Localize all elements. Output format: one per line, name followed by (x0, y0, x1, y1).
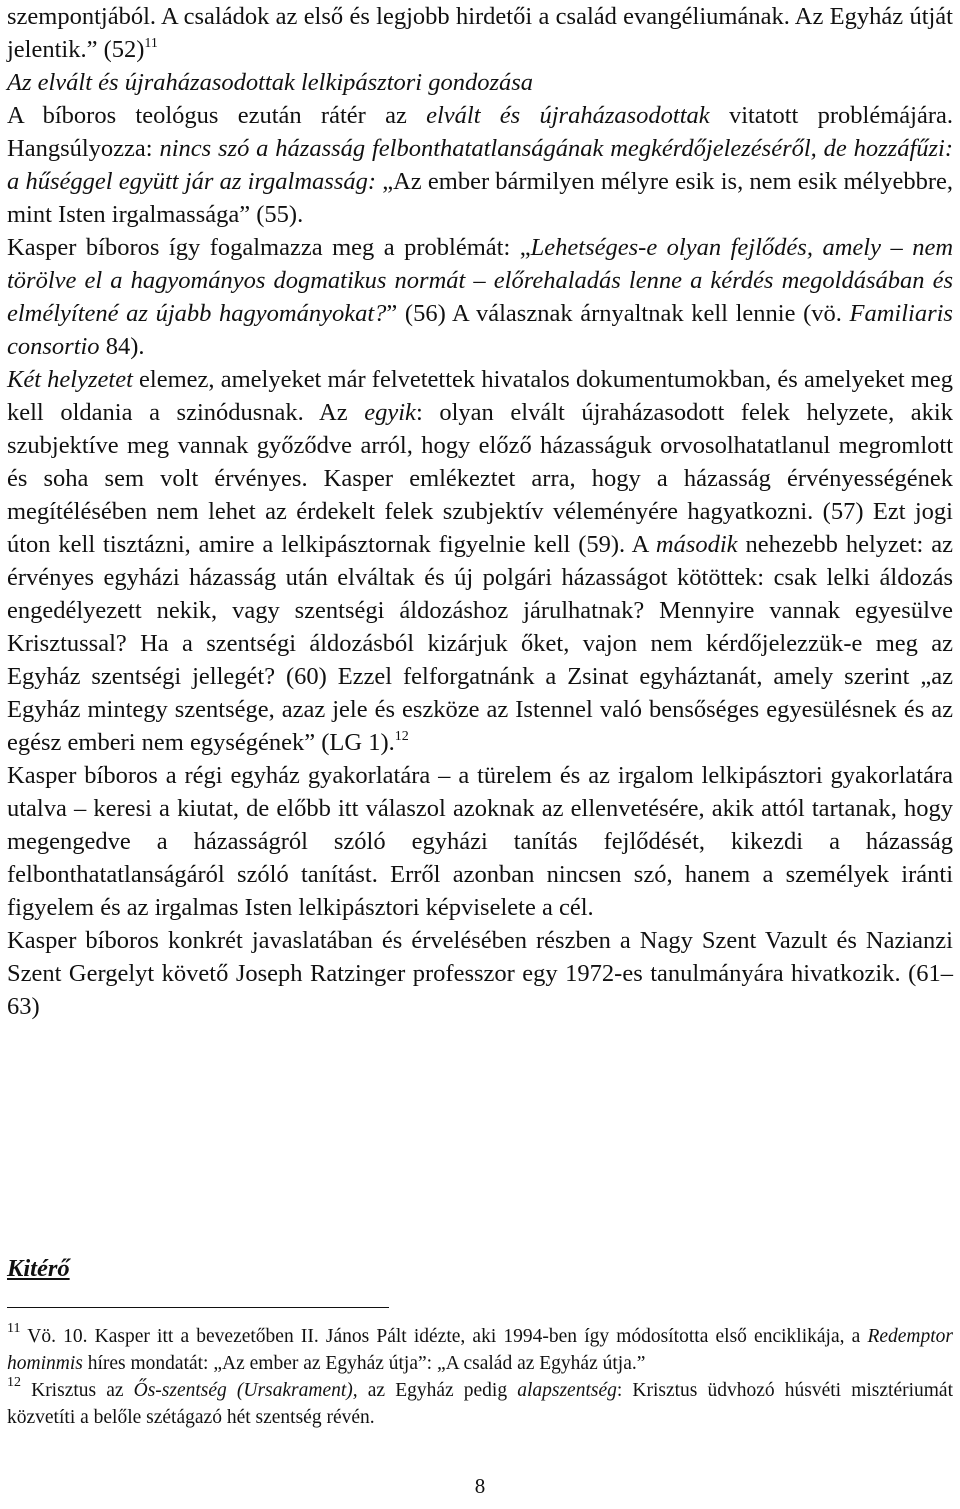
text-run: Krisztus az (21, 1380, 134, 1401)
footnote-number: 12 (7, 1375, 21, 1390)
paragraph-1 (7, 99, 953, 231)
italic-run: Redemptor hominmis (7, 1326, 953, 1374)
text-run: : olyan elvált újraházasodott felek helyzete, akik szubjektíve meg vannak győződve arról, hogy előző házasságuk orvosolhatatlanul megromlott és soha sem volt érvényes. Kasper emlékeztet arra, hogy a házasság érvényességének megítélésében nem lehet az érdekelt felek szubjektív véleményére hagyatkozni. (57) Ezt jogi úton kell tisztázni, amire a lelkipásztornak figyelnie kell (59). A (7, 399, 953, 558)
italic-run: Ős-szentség (Ursakrament), (133, 1380, 358, 1401)
italic-run: nincs szó a házasság felbonthatatlanságának megkérdőjelezéséről, de hozzáfűzi: a hűséggel együtt jár az irgalmasság: (7, 135, 953, 195)
text-run: 84). (99, 333, 145, 360)
italic-run: elvált és újraházasodottak (426, 102, 710, 129)
text-run: elemez, amelyeket már felvetettek hivatalos dokumentumokban, és amelyeket meg kell oldania a szinódusnak. Az (7, 366, 953, 426)
text-run: A bíboros teológus ezután rátér az (7, 102, 427, 129)
footnote-12 (7, 1377, 953, 1431)
paragraph-2 (7, 231, 953, 363)
italic-run: második (655, 531, 738, 558)
paragraph-5: Kasper bíboros konkrét javaslatában és érvelésében részben a Nagy Szent Vazult és Nazianzi Szent Gergelyt követő Joseph Ratzinger professzor egy 1972-es tanulmányára hivatkozik. (61–63) (7, 927, 953, 1020)
italic-run: Két helyzetet (7, 366, 133, 393)
document-page (7, 0, 954, 1498)
footnote-ref-11[interactable]: 11 (144, 36, 158, 51)
section-heading: Az elvált és újraházasodottak lelkipásztori gondozása (7, 69, 534, 96)
paragraph-3 (7, 363, 953, 759)
italic-run: Familiaris consortio (7, 300, 953, 360)
paragraph-4: Kasper bíboros a régi egyház gyakorlatára – a türelem és az irgalom lelkipásztori gyakorlatára utalva – keresi a kiutat, de előbb itt válaszol azoknak az ellenvetésére, akik attól tartanak, hogy megengedve a házasságról szóló egyházi tanítás fejlődését, kikezdi a házasság felbonthatatlanságáról szóló tanítást. Erről azonban nincsen szó, hanem a személyek iránti figyelem és az irgalmas Isten lelkipásztori képviselete a cél. (7, 762, 953, 921)
footnote-ref-12[interactable]: 12 (394, 729, 409, 744)
text-run: Kasper bíboros így fogalmazza meg a problémát: „ (7, 234, 531, 261)
paragraph-intro (7, 0, 953, 66)
text-run: ” (56) A válasznak árnyaltnak kell lennie (vö. (386, 300, 850, 327)
italic-run: alapszentség (517, 1380, 617, 1401)
page-number: 8 (474, 1474, 486, 1498)
text-run: Vö. 10. Kasper itt a bevezetőben II. János Pált idézte, aki 1994-ben így módosította első enciklikája, a (20, 1326, 868, 1347)
text-run: az Egyház pedig (357, 1380, 518, 1401)
footnotes (7, 1323, 953, 1431)
footnote-number: 11 (7, 1321, 21, 1336)
text-run: híres mondatát: „Az ember az Egyház útja”: „A család az Egyház útja.” (82, 1353, 646, 1374)
footnote-separator (7, 1307, 389, 1308)
text-run: „Az ember bármilyen mélyre esik is, nem esik mélyebbre, mint Isten irgalmassága” (55). (7, 168, 953, 228)
text-run: nehezebb helyzet: az érvényes egyházi házasság után elváltak és új polgári házasságot kötöttek: csak lelki áldozás engedélyezett nekik, vagy szentségi áldozáshoz járulhatnak? Mennyire vannak egyesülve Krisztussal? Ha a szentségi áldozásból kizárjuk őket, vajon nem kérdőjelezzük-e meg az Egyház szentségi jellegét? (60) Ezzel felforgatnánk a Zsinat egyháztanát, amely szerint „az Egyház mintegy szentsége, azaz jele és eszköze az Istennel való bensőséges egyesülésnek és az egész emberi nem egységének” (LG 1). (7, 531, 953, 756)
paragraph-text: szempontjából. A családok az első és legjobb hirdetői a család evangéliumának. Az Egyház útját jelentik.” (52) (7, 3, 953, 63)
section-title: Kitérő (7, 1255, 70, 1282)
text-run: : Krisztus üdvhozó húsvéti misztériumát közvetíti a belőle szétágazó hét szentség révén. (7, 1380, 953, 1428)
italic-run: Lehetséges-e olyan fejlődés, amely – nem törölve el a hagyományos dogmatikus normát – előrehaladás lenne a kérdés megoldásában és elmélyítené az újabb hagyományokat? (7, 234, 954, 327)
footnote-11 (7, 1323, 953, 1377)
main-text (7, 0, 953, 1023)
text-run: vitatott problémájára. Hangsúlyozza: (7, 102, 953, 162)
italic-run: egyik (364, 399, 416, 426)
